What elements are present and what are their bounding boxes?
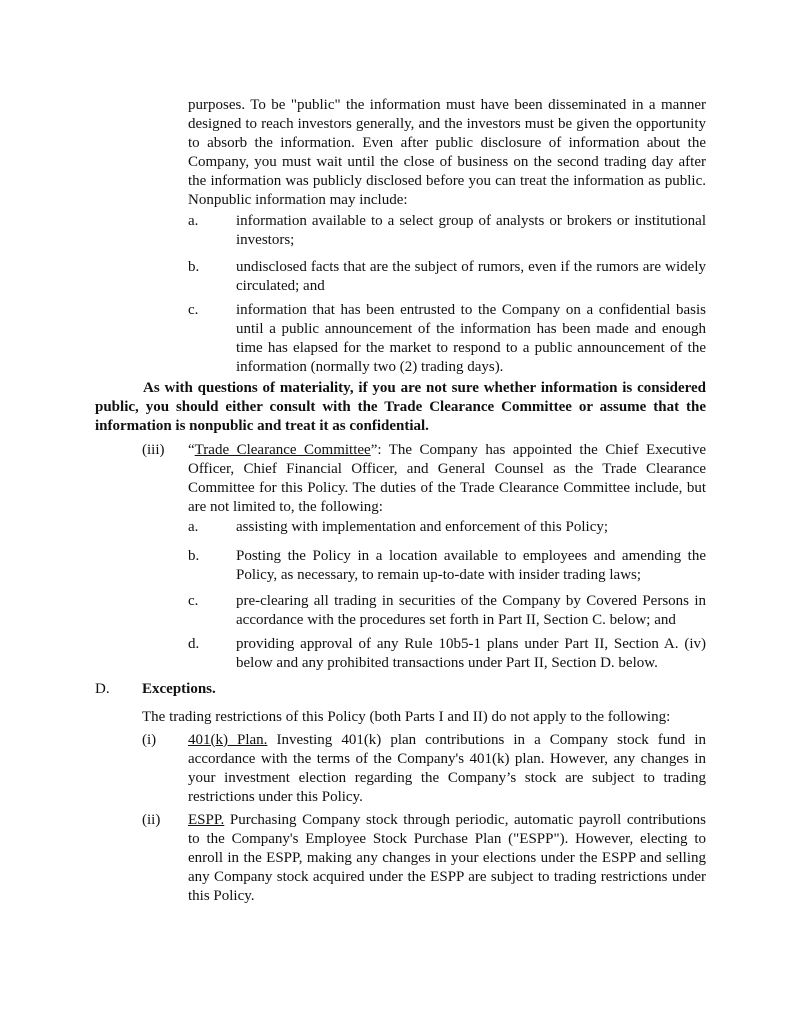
list-item-label: b.	[188, 548, 200, 564]
list-item-text: Posting the Policy in a location available to employees and amending the Policy, as necessary, to remain up-to-date with insider trading laws;	[236, 548, 706, 583]
list-item-label: a.	[188, 519, 199, 535]
list-item-text: 401(k) Plan. Investing 401(k) plan contributions in a Company stock fund in accordance with the terms of the Company's 401(k) plan. However, any changes in your investment election regarding the Company’s stock are subject to trading restrictions under this Policy.	[188, 732, 706, 805]
list-item-label: c.	[188, 593, 199, 609]
list-item-text: undisclosed facts that are the subject of rumors, even if the rumors are widely circulated; and	[236, 259, 706, 294]
list-item-label: b.	[188, 259, 200, 275]
intro-paragraph: purposes. To be "public" the information must have been disseminated in a manner designed to reach investors generally, and the investors must be given the opportunity to absorb the information. Even after public disclosure of information about the Company, you must wait until the close of business on the second trading day after the information was publicly disclosed before you can treat the information as public. Nonpublic information may include:	[188, 97, 706, 208]
section-iii-label: (iii)	[142, 442, 165, 458]
list-item-text: information available to a select group of analysts or brokers or institutional investors;	[236, 213, 706, 248]
section-iii-paragraph	[188, 441, 706, 517]
list-item-text: pre-clearing all trading in securities of the Company by Covered Persons in accordance with the procedures set forth in Part II, Section C. below; and	[236, 593, 706, 628]
list-item-text: information that has been entrusted to the Company on a confidential basis until a public announcement of the information has been made and enough time has elapsed for the market to respond to a public announcement of the information (normally two (2) trading days).	[236, 302, 706, 375]
list-item-label: (i)	[142, 732, 157, 748]
item-title: ESPP.	[188, 812, 225, 828]
list-item-label: d.	[188, 636, 200, 652]
defined-term: Trade Clearance Committee	[194, 442, 371, 458]
list-item-text: assisting with implementation and enforcement of this Policy;	[236, 519, 609, 535]
list-item-text: providing approval of any Rule 10b5-1 plans under Part II, Section A. (iv) below and any prohibited transactions under Part II, Section D. below.	[236, 636, 706, 671]
section-d-label: D.	[95, 681, 110, 697]
open-quote: “	[188, 442, 195, 458]
list-item-label: c.	[188, 302, 199, 318]
list-item-label: (ii)	[142, 812, 161, 828]
item-title: 401(k) Plan.	[188, 732, 268, 748]
section-d-intro: The trading restrictions of this Policy (both Parts I and II) do not apply to the following:	[142, 709, 671, 725]
list-item-text: ESPP. Purchasing Company stock through periodic, automatic payroll contributions to the Company's Employee Stock Purchase Plan ("ESPP"). However, electing to enroll in the ESPP, making any changes in your elections under the ESPP and selling any Company stock acquired under the ESPP are subject to trading restrictions under this Policy.	[188, 812, 706, 904]
list-item-label: a.	[188, 213, 199, 229]
bold-note: As with questions of materiality, if you are not sure whether information is considered public, you should either consult with the Trade Clearance Committee or assume that the information is nonpublic and treat it as confidential.	[95, 380, 706, 434]
section-iii-text: ”: The Company has appointed the Chief Executive Officer, Chief Financial Officer, and General Counsel as the Trade Clearance Committee for this Policy. The duties of the Trade Clearance Committee include, but are not limited to, the following:	[188, 442, 706, 515]
section-d-heading: Exceptions.	[142, 681, 216, 697]
